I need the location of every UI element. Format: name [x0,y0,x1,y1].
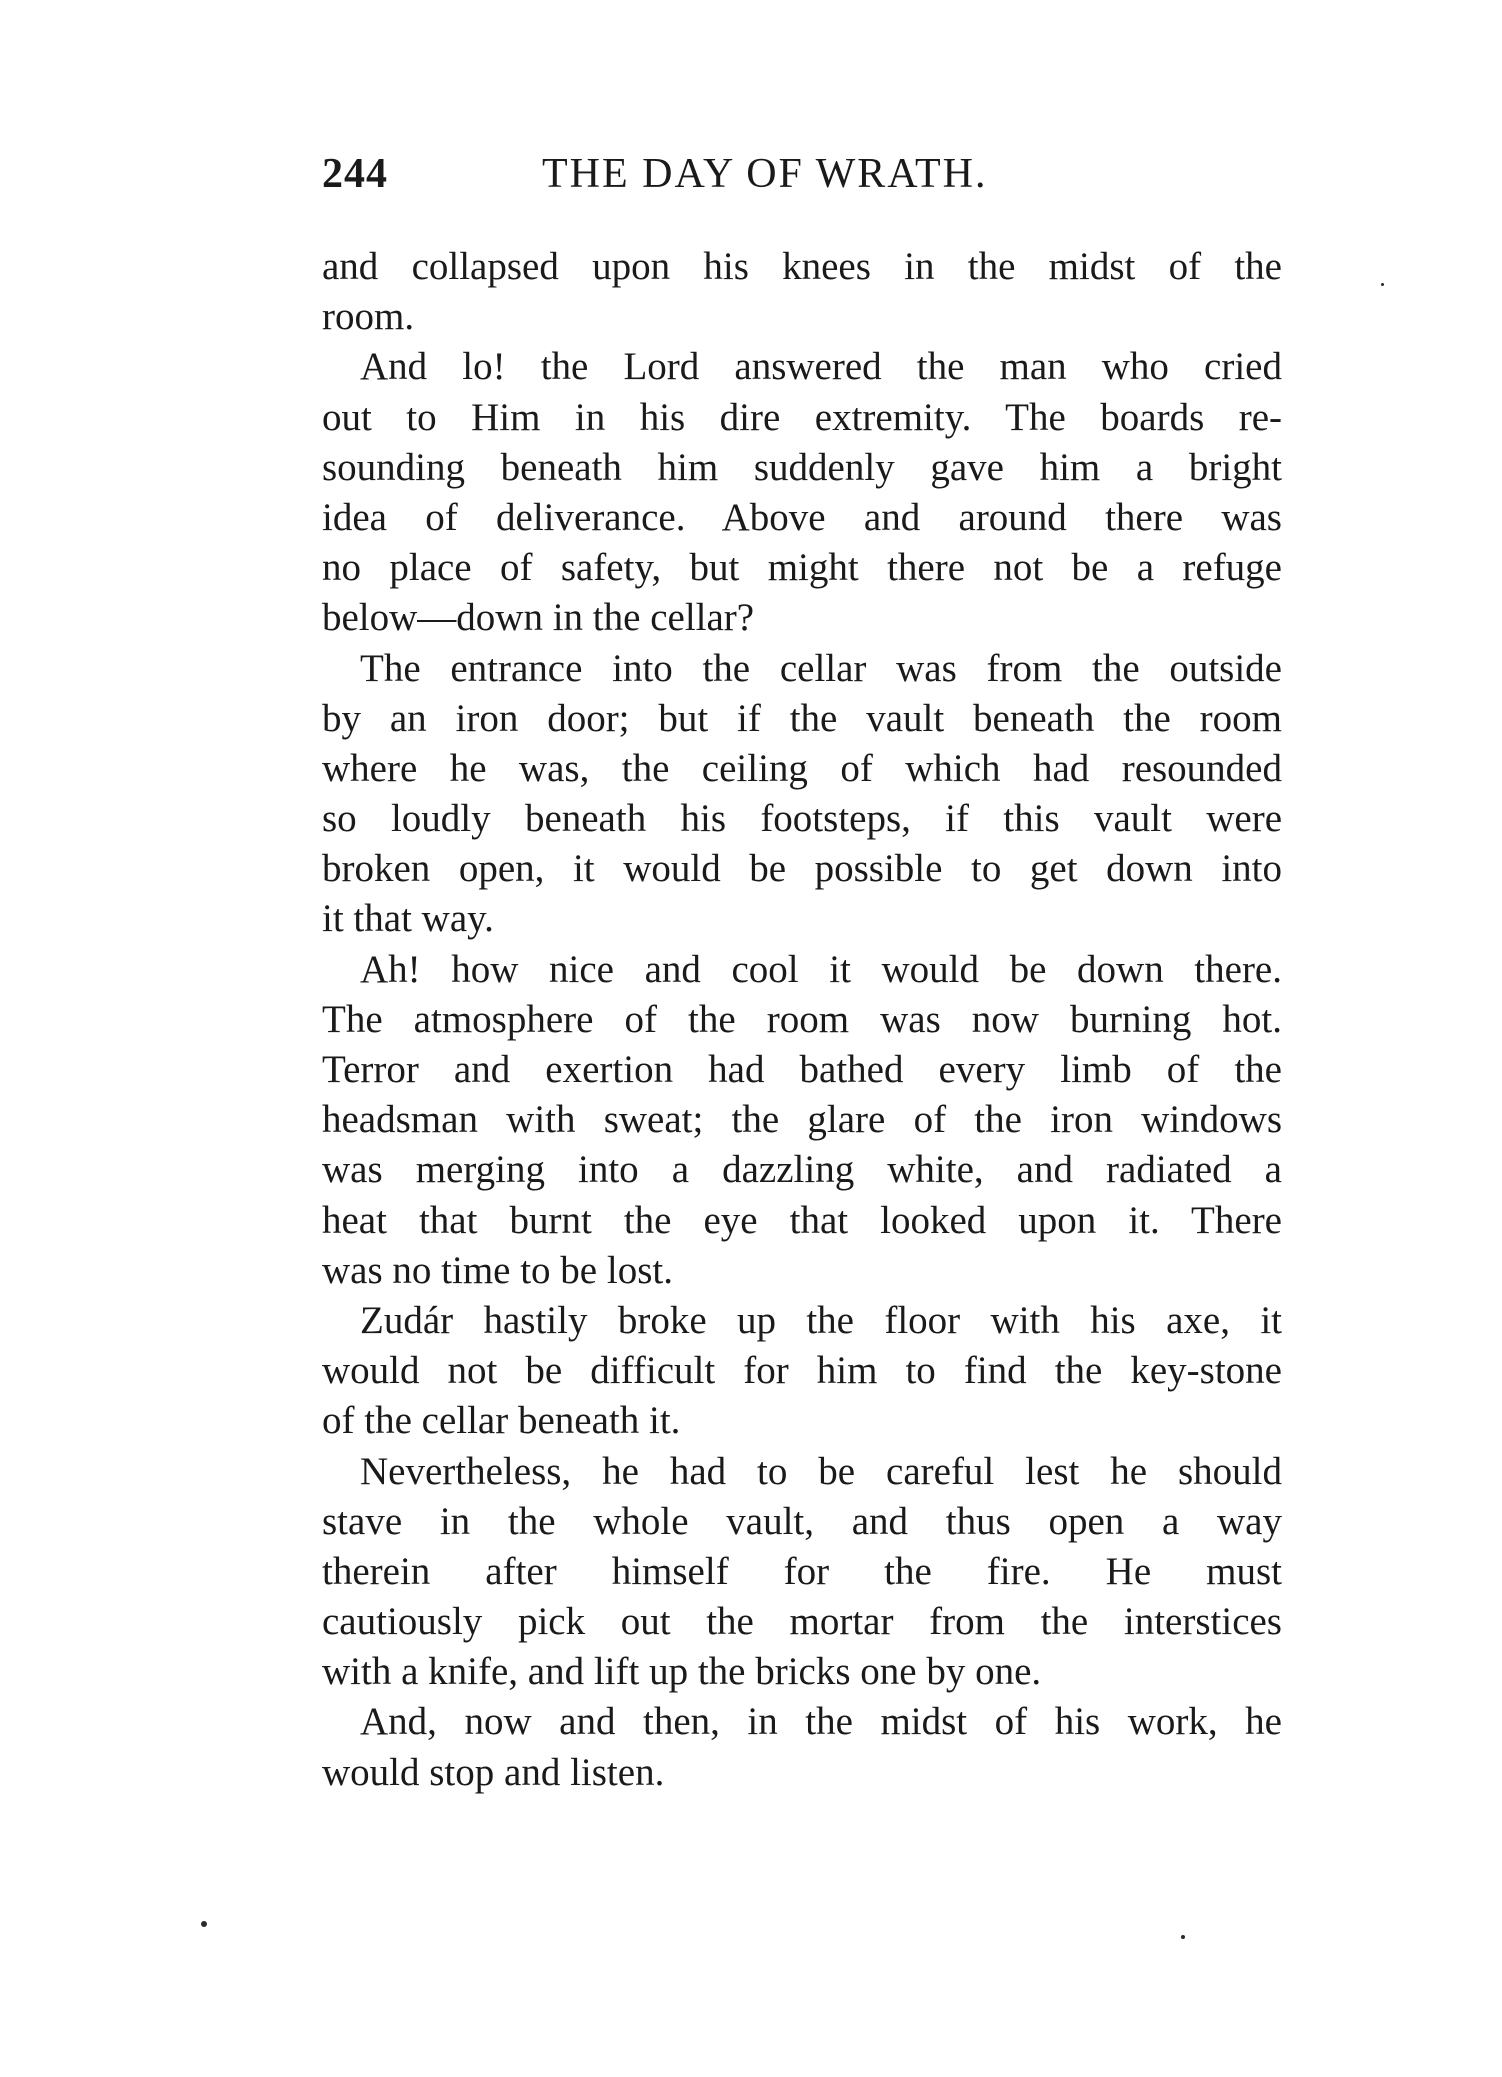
scan-speck [1181,1935,1185,1939]
text-line: broken open, it would be possible to get down into [322,847,1282,891]
text-line: And lo! the Lord answered the man who cried [360,345,1282,389]
text-line: was no time to be lost. [322,1248,673,1292]
text-line: room. [322,295,415,339]
scan-speck [201,1921,207,1927]
page-number: 244 [322,151,388,197]
text-line: of the cellar beneath it. [322,1399,681,1443]
text-line: Ah! how nice and cool it would be down there. [360,947,1282,991]
text-line: Nevertheless, he had to be careful lest he should [360,1449,1282,1493]
text-line: The entrance into the cellar was from the outside [360,646,1282,690]
text-line: by an iron door; but if the vault beneath the room [322,696,1282,740]
text-line: was merging into a dazzling white, and radiated a [322,1148,1282,1192]
text-line: with a knife, and lift up the bricks one by one. [322,1650,1042,1694]
text-line: The atmosphere of the room was now burning hot. [322,997,1282,1041]
text-line: Terror and exertion had bathed every limb of the [322,1048,1282,1091]
text-line: idea of deliverance. Above and around there was [322,495,1282,539]
body-text [322,242,1282,1798]
text-line: heat that burnt the eye that looked upon it. There [322,1198,1282,1242]
text-line: and collapsed upon his knees in the midst of the [322,245,1282,288]
text-line: would not be difficult for him to find the key-stone [322,1349,1282,1393]
running-head [322,150,1282,210]
text-line: out to Him in his dire extremity. The boards re- [322,395,1282,439]
text-line: headsman with sweat; the glare of the iron windows [322,1098,1282,1142]
text-line: no place of safety, but might there not be a refuge [322,546,1282,590]
text-line: And, now and then, in the midst of his work, he [360,1700,1282,1744]
text-line: Zudár hastily broke up the floor with his axe, it [360,1298,1282,1342]
text-line: below—down in the cellar? [322,596,755,640]
text-line: it that way. [322,897,494,941]
text-line: would stop and listen. [322,1750,665,1794]
scan-speck [1381,283,1384,286]
text-line: therein after himself for the fire. He must [322,1549,1282,1593]
text-line: where he was, the ceiling of which had resounded [322,746,1282,790]
text-line: stave in the whole vault, and thus open a way [322,1499,1282,1543]
text-line: cautiously pick out the mortar from the interstices [322,1600,1282,1644]
text-line: so loudly beneath his footsteps, if this vault were [322,797,1282,841]
running-title: THE DAY OF WRATH. [542,151,988,197]
text-line: sounding beneath him suddenly gave him a bright [322,445,1282,489]
